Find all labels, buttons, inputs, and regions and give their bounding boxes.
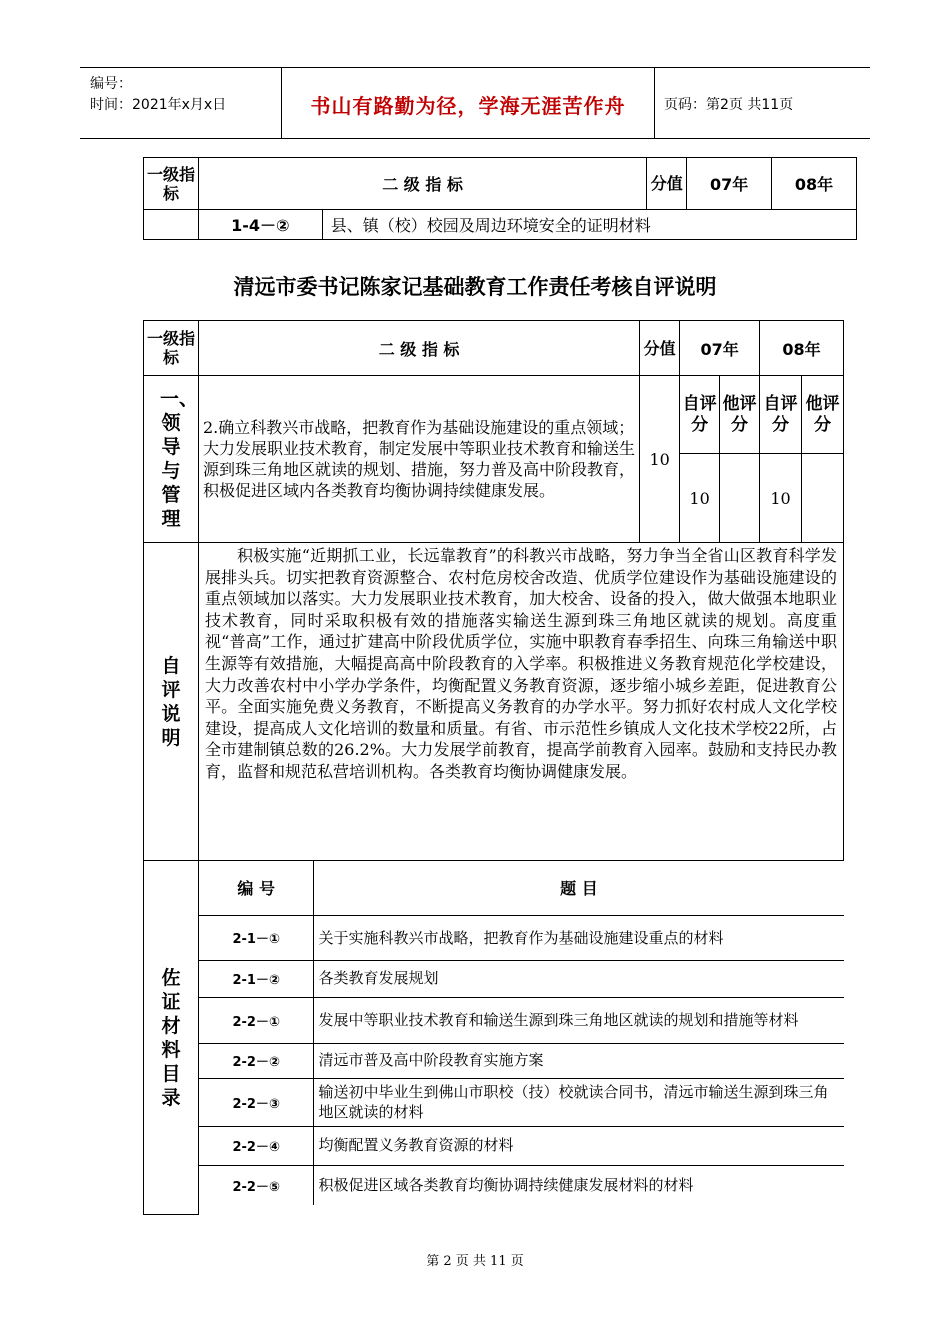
header-score: 分值 <box>640 321 680 376</box>
self-score-label-07: 自评分 <box>680 376 720 454</box>
category-cell <box>144 376 199 543</box>
evidence-title: 关于实施科教兴市战略，把教育作为基础设施建设重点的材料 <box>314 915 844 960</box>
header-motto: 书山有路勤为径，学海无涯苦作舟 <box>310 94 626 118</box>
self-eval-cell <box>198 543 843 861</box>
self-eval-label-cell <box>144 543 199 861</box>
evidence-label-cell <box>144 861 199 1215</box>
number-label: 编号： <box>90 76 132 92</box>
evidence-header-code: 编 号 <box>199 861 314 915</box>
evidence-code: 2-2－② <box>199 1043 314 1078</box>
evidence-title: 积极促进区域各类教育均衡协调持续健康发展材料的材料 <box>314 1165 844 1205</box>
evidence-code: 1-4－② <box>198 210 322 240</box>
score-value: 10 <box>640 376 680 543</box>
evidence-header-title: 题 目 <box>314 861 844 915</box>
header-07: 07年 <box>680 321 760 376</box>
empty-cell <box>144 210 199 240</box>
evidence-label: 佐证材料目录 <box>161 966 181 1109</box>
date-label: 时间：2021年x月x日 <box>90 97 227 113</box>
evidence-code: 2-2－⑤ <box>199 1165 314 1205</box>
header-level1: 一级指标 <box>144 321 199 376</box>
page-header <box>80 67 870 139</box>
header-08: 08年 <box>760 321 844 376</box>
evidence-table <box>199 861 844 1205</box>
evidence-title: 发展中等职业技术教育和输送生源到珠三角地区就读的规划和措施等材料 <box>314 997 844 1043</box>
evidence-code: 2-2－① <box>199 997 314 1043</box>
evidence-title: 县、镇（校）校园及周边环境安全的证明材料 <box>322 210 856 240</box>
evidence-title: 均衡配置义务教育资源的材料 <box>314 1126 844 1165</box>
evidence-code: 2-2－③ <box>199 1078 314 1126</box>
header-page-label: 页码：第2页 共11页 <box>664 97 794 113</box>
evidence-title: 输送初中毕业生到佛山市职校（技）校就读合同书，清远市输送生源到珠三角地区就读的材料 <box>314 1078 844 1126</box>
header-07: 07年 <box>687 158 772 210</box>
self-eval-text: 积极实施“近期抓工业，长远靠教育”的科教兴市战略，努力争当全省山区教育科学发展排头兵。切实把教育资源整合、农村危房校舍改造、优质学位建设作为基础设施建设的重点领域加以落实。大力发展职业技术教育，加大校舍、设备的投入，做大做强本地职业技术教育，同时采取积极有效的措施落实输送生源到珠三角地区就读的规划。高度重视“普高”工作，通过扩建高中阶段优质学位，实施中职教育春季招生、向珠三角输送中职生源等有效措施，大幅提高高中阶段教育的入学率。积极推进义务教育规范化学校建设，大力改善农村中小学办学条件，均衡配置义务教育资源，逐步缩小城乡差距，促进教育公平。全面实施免费义务教育，不断提高义务教育的办学水平。努力抓好农村成人文化学校建设，提高成人文化培训的数量和质量。有省、市示范性乡镇成人文化技术学校22所，占全市建制镇总数的26.2%。大力发展学前教育，提高学前教育入园率。鼓励和支持民办教育，监督和规范私营培训机构。各类教育均衡协调健康发展。 <box>204 546 837 781</box>
indicator-text: 2.确立科教兴市战略，把教育作为基础设施建设的重点领域；大力发展职业技术教育，制定发展中等职业技术教育和输送生源到珠三角地区就读的规划、措施，努力普及高中阶段教育，积极促进区域内各类教育均衡协调持续健康发展。 <box>198 376 639 543</box>
indicator-table-continued <box>143 157 857 240</box>
self-evaluation-table <box>143 320 844 1215</box>
page-footer: 第 2 页 共 11 页 <box>426 1254 524 1269</box>
self-score-label-08: 自评分 <box>760 376 802 454</box>
evidence-title: 各类教育发展规划 <box>314 960 844 997</box>
self-score-07: 10 <box>680 454 720 543</box>
header-meta <box>90 74 226 116</box>
self-score-08: 10 <box>760 454 802 543</box>
other-score-07 <box>720 454 760 543</box>
header-divider <box>654 68 655 138</box>
other-score-label-08: 他评分 <box>801 376 843 454</box>
header-level2: 二 级 指 标 <box>198 158 646 210</box>
header-score: 分值 <box>647 158 687 210</box>
header-level2: 二 级 指 标 <box>198 321 639 376</box>
other-score-08 <box>801 454 843 543</box>
document-title: 清远市委书记陈家记基础教育工作责任考核自评说明 <box>233 275 717 299</box>
self-eval-label: 自评说明 <box>161 654 181 749</box>
header-08: 08年 <box>772 158 857 210</box>
evidence-code: 2-1－① <box>199 915 314 960</box>
evidence-list-cell <box>198 861 843 1215</box>
evidence-title: 清远市普及高中阶段教育实施方案 <box>314 1043 844 1078</box>
header-level1: 一级指标 <box>144 158 199 210</box>
evidence-code: 2-2－④ <box>199 1126 314 1165</box>
evidence-code: 2-1－② <box>199 960 314 997</box>
other-score-label-07: 他评分 <box>720 376 760 454</box>
category-label: 一、领导与管理 <box>159 388 198 530</box>
